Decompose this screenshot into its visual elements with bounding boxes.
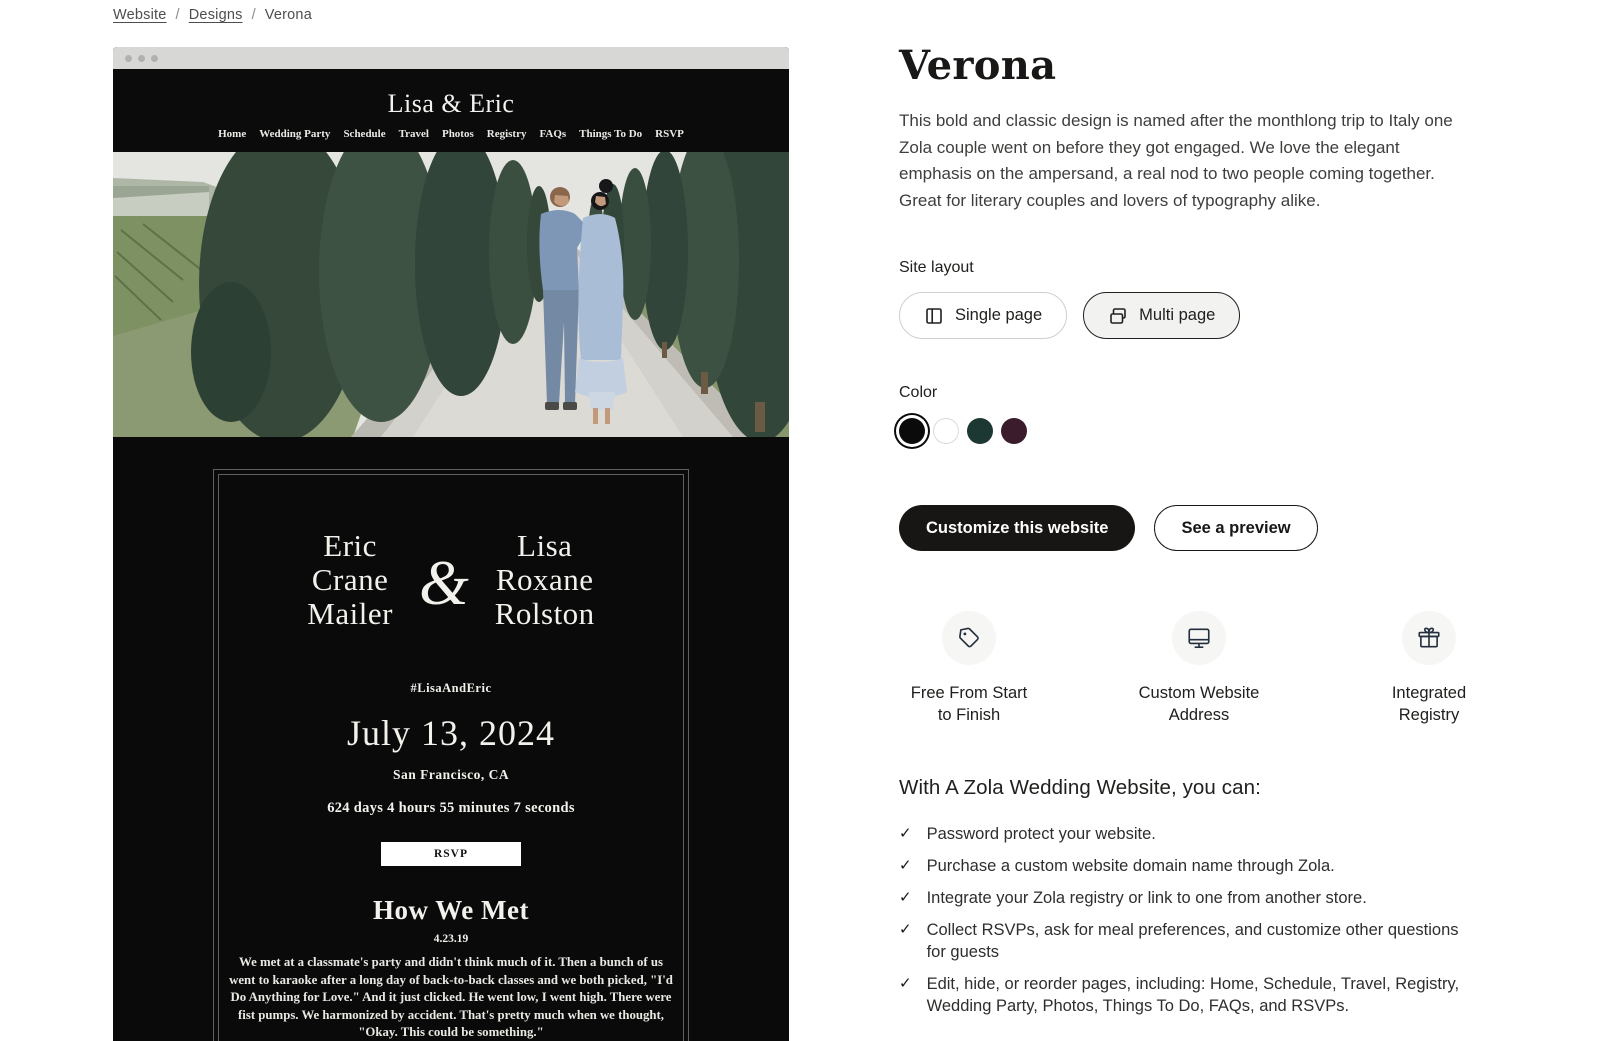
design-description: This bold and classic design is named after the monthlong trip to Italy one Zola couple went on before they got engaged. We love the elegant emphasis on the ampersand, a real nod to two people coming together. Great for literary couples and lovers of typography alike.	[899, 111, 1453, 210]
preview-nav-travel[interactable]: Travel	[398, 128, 429, 140]
preview-nav-things-to-do[interactable]: Things To Do	[579, 128, 643, 140]
name-line: Crane	[311, 562, 389, 597]
check-icon: ✓	[899, 857, 912, 874]
color-swatches	[899, 418, 1499, 444]
wedding-location: San Francisco, CA	[392, 767, 510, 782]
browser-chrome-bar	[113, 47, 789, 69]
benefit-item	[899, 973, 1461, 1017]
couple-full-names	[219, 529, 683, 631]
ampersand: &	[418, 547, 469, 618]
preview-nav-home[interactable]: Home	[218, 128, 247, 140]
benefit-text: Collect RSVPs, ask for meal preferences, and customize other questions for guests	[926, 921, 1459, 961]
check-icon: ✓	[899, 921, 912, 938]
color-swatch-black[interactable]	[899, 418, 925, 444]
preview-site-header	[113, 69, 789, 152]
color-swatch-dark-plum[interactable]	[1001, 418, 1027, 444]
benefit-item	[899, 855, 1461, 877]
window-dot-icon	[151, 55, 158, 62]
name-line: Lisa	[517, 528, 573, 563]
preview-nav-wedding-party[interactable]: Wedding Party	[259, 128, 331, 140]
story-date: 4.23.19	[433, 933, 469, 945]
preview-invitation-section	[113, 437, 789, 1041]
countdown-timer: 624 days 4 hours 55 minutes 7 seconds	[327, 800, 575, 816]
single-page-option[interactable]	[899, 292, 1067, 339]
benefit-text: Integrate your Zola registry or link to one from another store.	[926, 889, 1367, 907]
story-heading: How We Met	[373, 895, 529, 925]
name-left	[307, 529, 393, 631]
invitation-frame	[213, 469, 689, 1041]
preview-nav-rsvp[interactable]: RSVP	[655, 128, 684, 140]
preview-nav-schedule[interactable]: Schedule	[343, 128, 386, 140]
gift-icon	[1402, 611, 1456, 665]
breadcrumb-item-website[interactable]: Website	[113, 7, 167, 23]
benefit-item	[899, 823, 1461, 845]
breadcrumb-item-designs[interactable]: Designs	[188, 7, 243, 23]
name-right	[495, 529, 595, 631]
site-layout-options	[899, 292, 1499, 339]
feature-label: Free From Start to Finish	[910, 684, 1028, 724]
feature-label: Integrated Registry	[1391, 684, 1467, 724]
feature-highlights	[899, 611, 1499, 726]
hero-photo-couple-cypress-path	[113, 152, 789, 437]
feature-label: Custom Website Address	[1138, 684, 1260, 724]
benefit-text: Edit, hide, or reorder pages, including: Home, Schedule, Travel, Registry, Wedding Party, Photos, Things To Do, FAQs, and RSVPs.	[926, 975, 1460, 1015]
action-buttons	[899, 505, 1499, 551]
customize-website-button[interactable]: Customize this website	[899, 505, 1135, 551]
preview-nav-registry[interactable]: Registry	[486, 128, 527, 140]
color-swatch-white[interactable]	[933, 418, 959, 444]
feature-custom-website-address	[1104, 611, 1294, 726]
page-title: Verona	[899, 42, 1057, 89]
rsvp-button[interactable]: RSVP	[381, 842, 521, 866]
tag-icon	[942, 611, 996, 665]
layout-option-label: Multi page	[1139, 306, 1216, 324]
layout-option-label: Single page	[955, 306, 1043, 324]
wedding-hashtag: #LisaAndEric	[410, 681, 492, 695]
design-details-panel	[899, 44, 1499, 1027]
monitor-icon	[1172, 611, 1226, 665]
benefit-text: Password protect your website.	[926, 825, 1156, 843]
preview-nav-photos[interactable]: Photos	[441, 128, 474, 140]
preview-nav-faqs[interactable]: FAQs	[539, 128, 567, 140]
window-dot-icon	[138, 55, 145, 62]
name-line: Roxane	[495, 562, 594, 597]
see-preview-button[interactable]: See a preview	[1154, 505, 1317, 551]
breadcrumb-item-verona: Verona	[264, 7, 312, 23]
wedding-date: July 13, 2024	[346, 713, 555, 753]
name-line: Eric	[323, 528, 377, 563]
site-layout-label: Site layout	[899, 259, 974, 276]
multi-page-icon	[1108, 306, 1128, 326]
check-icon: ✓	[899, 889, 912, 906]
preview-nav	[113, 128, 789, 140]
benefits-heading: With A Zola Wedding Website, you can:	[899, 776, 1261, 799]
name-line: Mailer	[307, 596, 393, 631]
breadcrumb-separator: /	[175, 7, 180, 23]
couple-names-title: Lisa & Eric	[387, 89, 515, 118]
color-swatch-dark-teal[interactable]	[967, 418, 993, 444]
website-preview-panel	[113, 47, 789, 1041]
multi-page-option[interactable]	[1083, 292, 1240, 339]
benefit-item	[899, 919, 1461, 963]
check-icon: ✓	[899, 975, 912, 992]
breadcrumb-separator: /	[251, 7, 256, 23]
check-icon: ✓	[899, 825, 912, 842]
feature-integrated-registry	[1359, 611, 1499, 726]
benefit-text: Purchase a custom website domain name through Zola.	[926, 857, 1335, 875]
breadcrumb	[113, 7, 312, 23]
feature-free-from-start-to-finish	[899, 611, 1039, 726]
color-label: Color	[899, 384, 938, 401]
window-dot-icon	[125, 55, 132, 62]
benefit-item	[899, 887, 1461, 909]
benefits-list	[899, 823, 1461, 1017]
name-line: Rolston	[494, 596, 595, 631]
single-page-icon	[924, 306, 944, 326]
story-paragraph: We met at a classmate's party and didn't think much of it. Then a bunch of us went to karaoke after a long day of back-to-back classes and we both picked, "I'd Do Anything for Love." And it just clicked. He went low, I went high. There were fist pumps. We harmonized by accident. That's pretty much when we thought, "Okay. This could be something."	[229, 955, 673, 1039]
